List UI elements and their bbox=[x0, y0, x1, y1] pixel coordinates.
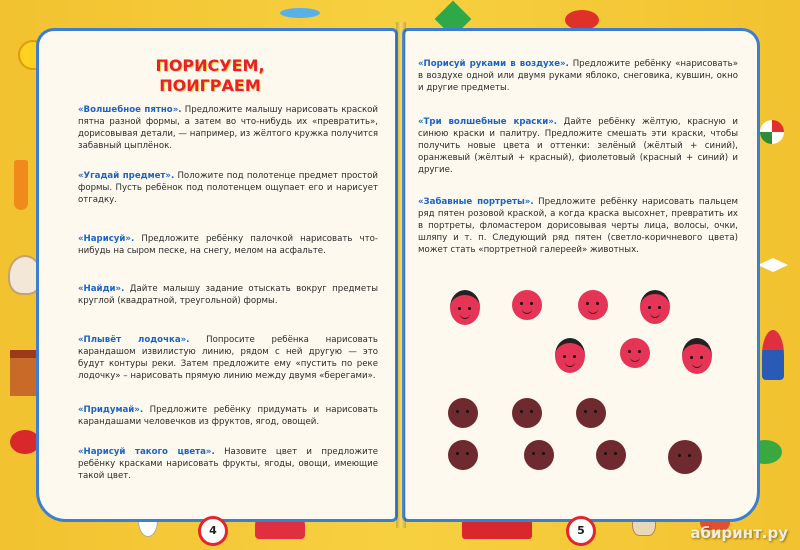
wooden-house-icon bbox=[10, 350, 38, 396]
crab-icon bbox=[565, 10, 599, 30]
paragraph-guess-object: «Угадай предмет». Положите под полотенце предмет простой формы. Пусть ребёнок под полотенцем ощупает его и нарисует отгадку. bbox=[78, 171, 378, 205]
paragraph-air-drawing: «Порисуй руками в воздухе». Предложите ребёнку «нарисовать» в воздухе одной или двумя руками яблоко, снеговика, кувшин, окно и другие предметы. bbox=[418, 59, 738, 93]
paragraph-three-paints: «Три волшебные краски». Дайте ребёнку жёлтую, красную и синюю краски и палитру. Предложите смешать эти краски, чтобы получить новые цвета и оттенки: зелёный (жёлтый + синий), оранжевый (жёлтый + красный), фиолетовый (красный + синий) и другие. bbox=[418, 117, 739, 175]
brown-animal-portrait bbox=[576, 398, 606, 428]
brown-animal-portrait bbox=[524, 440, 554, 470]
pink-portrait bbox=[450, 290, 480, 325]
paragraph-magic-spot: «Волшебное пятно». Предложите малышу нарисовать краской пятна разной формы, а затем во что-нибудь их «превратить», дорисовывая детали, — например, из жёлтого кружка получится забавный цыплёнок. bbox=[78, 105, 378, 151]
brown-animal-portrait bbox=[448, 398, 478, 428]
page-number-right: 5 bbox=[566, 516, 596, 546]
brown-animal-portrait bbox=[596, 440, 626, 470]
paragraph-invent: «Придумай». Предложите ребёнку придумать и нарисовать карандашами человечков из фруктов, ягод, овощей. bbox=[78, 405, 378, 427]
brown-animal-portrait bbox=[668, 440, 702, 474]
ball-icon bbox=[760, 120, 784, 144]
pink-portrait bbox=[682, 338, 712, 374]
bird-icon bbox=[758, 258, 788, 272]
brown-animal-portrait bbox=[512, 398, 542, 428]
paragraph-boat: «Плывёт лодочка». Попросите ребёнка нарисовать карандашом извилистую линию, рядом с ней другую — это будут контуры реки. Затем предложите ему «пустить по реке лодочку» – нарисовать прямую линию между двумя «берегами». bbox=[78, 335, 378, 381]
title-line-2: ПОИГРАЕМ bbox=[159, 76, 261, 95]
page-number-left: 4 bbox=[198, 516, 228, 546]
pink-portrait bbox=[620, 338, 650, 368]
paragraph-color: «Нарисуй такого цвета». Назовите цвет и предложите ребёнку красками нарисовать фрукты, ягоды, овощи, имеющие такой цвет. bbox=[78, 447, 378, 481]
pink-portrait bbox=[555, 338, 585, 373]
title-line-1: ПОРИСУЕМ, bbox=[155, 56, 265, 75]
paragraph-draw: «Нарисуй». Предложите ребёнку палочкой нарисовать что-нибудь на сыром песке, на снегу, мелом на асфальте. bbox=[78, 234, 378, 256]
pink-portrait bbox=[512, 290, 542, 320]
brown-animal-portrait bbox=[448, 440, 478, 470]
pencil-character-icon bbox=[14, 160, 28, 210]
page-title bbox=[150, 56, 270, 96]
pink-portrait bbox=[578, 290, 608, 320]
flower-pot-icon bbox=[762, 330, 784, 380]
pink-portrait bbox=[640, 290, 670, 324]
paragraph-find: «Найди». Дайте малышу задание отыскать вокруг предметы круглой (квадратной, треугольной) формы. bbox=[78, 284, 378, 306]
book-spine bbox=[396, 22, 406, 528]
watermark: абиринт.ру bbox=[690, 524, 788, 542]
paragraph-funny-portraits: «Забавные портреты». Предложите ребёнку нарисовать пальцем ряд пятен розовой краской, а когда краска высохнет, превратить их в портреты, фломастером дорисовывая черты лица, волосы, очки, шляпу и т. п. Следующий ряд пятен (светло-коричневого цвета) может стать «портретной галереей» животных. bbox=[418, 197, 738, 255]
dragonfly-icon bbox=[280, 8, 320, 18]
